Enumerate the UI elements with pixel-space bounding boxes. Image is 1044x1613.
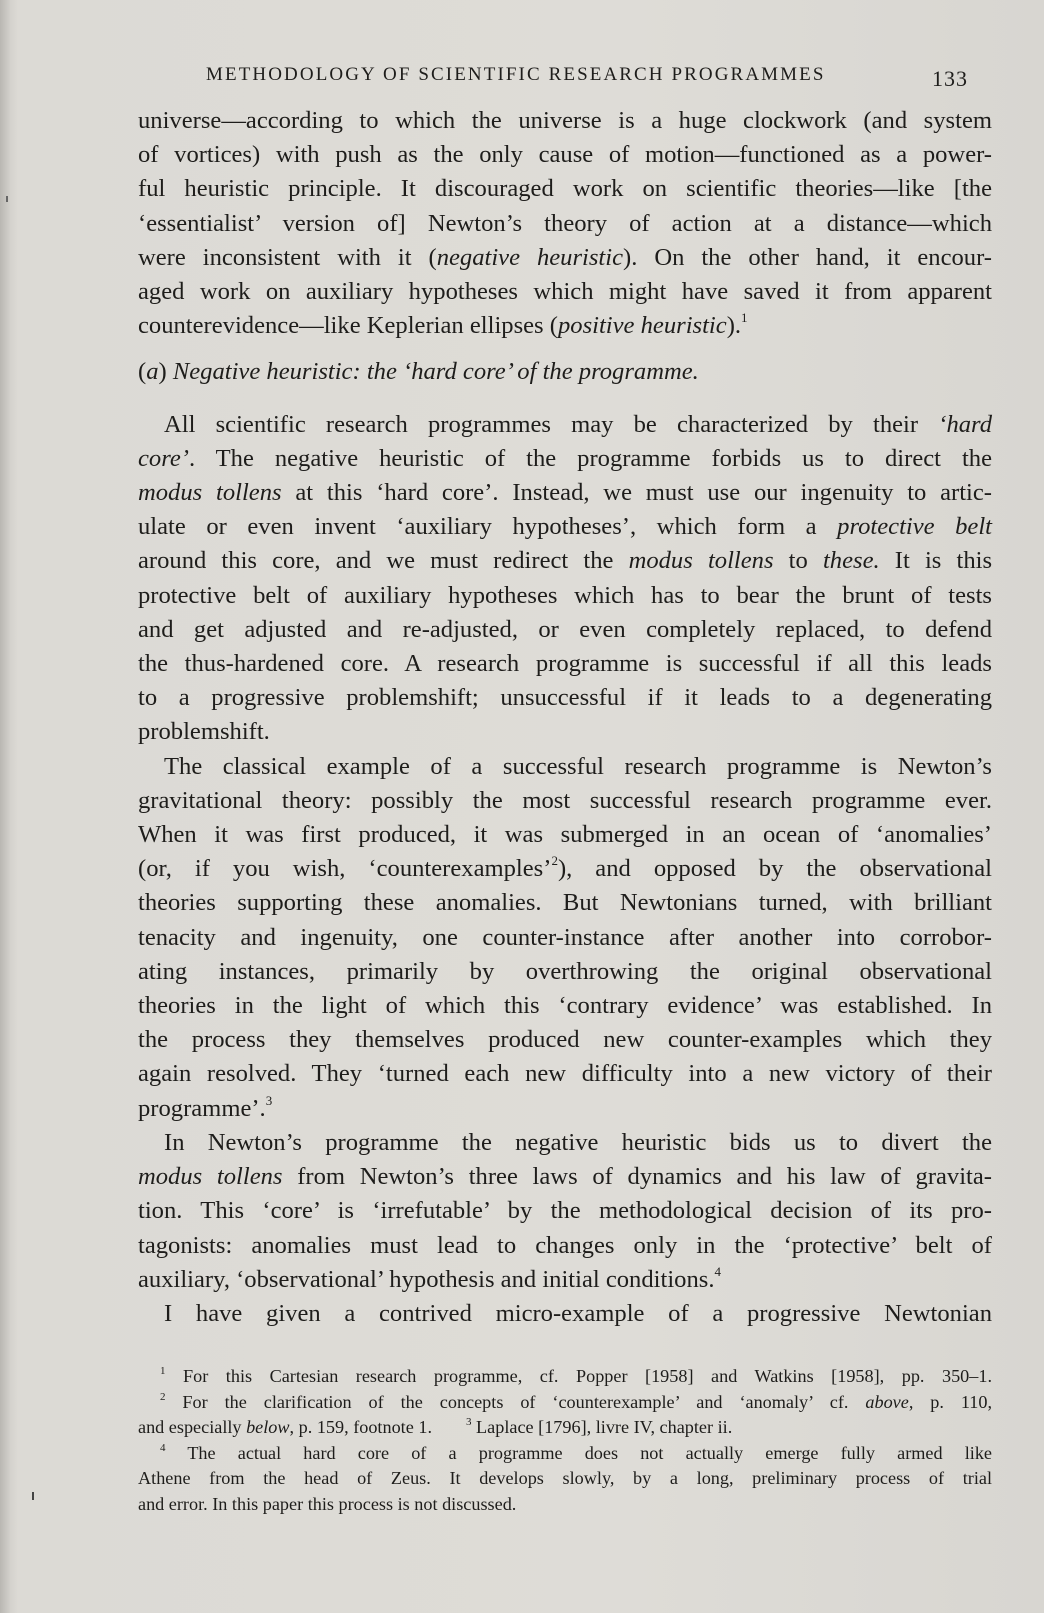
text-line: tagonists: anomalies must lead to changes only in the ‘protective’ belt of bbox=[138, 1231, 992, 1259]
italic-run: above bbox=[865, 1391, 909, 1412]
text-run: It is this bbox=[879, 547, 993, 575]
text-line: When it was first produced, it was submerged in an ocean of ‘anomalies’ bbox=[138, 821, 992, 849]
footnote-ref-4: 4 bbox=[714, 1263, 721, 1279]
paragraph-5 bbox=[138, 1297, 992, 1331]
text-line bbox=[138, 442, 992, 476]
italic-run: ‘hard bbox=[938, 410, 992, 438]
text-run: were inconsistent with it ( bbox=[138, 243, 437, 271]
text-line: the process they themselves produced new counter-examples which they bbox=[138, 1026, 992, 1054]
text-line bbox=[138, 1160, 992, 1194]
text-run: ). On the other hand, it encour- bbox=[623, 243, 992, 271]
text-line bbox=[138, 510, 992, 544]
page-header bbox=[206, 62, 966, 92]
paragraph-2 bbox=[138, 408, 992, 750]
text-line bbox=[138, 1263, 992, 1297]
text-line: gravitational theory: possibly the most successful research programme ever. bbox=[138, 786, 992, 814]
text-line: In Newton’s programme the negative heuristic bids us to divert the bbox=[164, 1128, 992, 1156]
paragraph-3 bbox=[138, 750, 992, 1126]
text-run: from Newton’s three laws of dynamics and his law of gravita- bbox=[282, 1163, 992, 1191]
text-line bbox=[138, 241, 992, 275]
body-text bbox=[138, 104, 992, 1331]
text-line: to a progressive problemshift; unsuccessful if it leads to a degenerating bbox=[138, 684, 992, 712]
text-run: ulate or even invent ‘auxiliary hypotheses’, which form a bbox=[138, 513, 838, 541]
text-line: theories in the light of which this ‘contrary evidence’ was established. In bbox=[138, 992, 992, 1020]
footnote-4-cont: Athene from the head of Zeus. It develops slowly, by a long, preliminary process of trial bbox=[138, 1468, 992, 1489]
footnote-text: For this Cartesian research programme, cf. Popper [1958] and Watkins [1958], pp. 350–1. bbox=[165, 1366, 992, 1386]
footnote-mark: 3 bbox=[466, 1416, 472, 1429]
footnote-ref-1: 1 bbox=[741, 310, 748, 326]
footnote-text: and especially bbox=[138, 1417, 247, 1438]
margin-mark bbox=[6, 196, 8, 202]
text-line bbox=[138, 1092, 992, 1126]
footnote-4 bbox=[138, 1441, 992, 1467]
footnote-text: The actual hard core of a programme does not actually emerge fully armed like bbox=[165, 1442, 992, 1463]
italic-run: core’ bbox=[138, 444, 189, 472]
subheading-paren: ( bbox=[138, 358, 147, 386]
italic-run: below bbox=[246, 1417, 290, 1438]
footnote-text: , p. 159, footnote 1. bbox=[289, 1417, 432, 1438]
italic-run: positive heuristic bbox=[557, 312, 727, 340]
running-head: METHODOLOGY OF SCIENTIFIC RESEARCH PROGRAMMES bbox=[206, 64, 826, 85]
text-run: All scientific research programmes may be characterized by their bbox=[164, 410, 939, 438]
text-run: ), and opposed by the observational bbox=[557, 855, 992, 883]
footnote-3-text: Laplace [1796], livre IV, chapter ii. bbox=[471, 1417, 733, 1438]
italic-run: negative heuristic bbox=[436, 243, 624, 271]
footnote-ref-3: 3 bbox=[265, 1092, 273, 1108]
text-run: programme’. bbox=[138, 1094, 266, 1122]
footnote-mark: 2 bbox=[160, 1390, 166, 1403]
text-line: tenacity and ingenuity, one counter-instance after another into corrobor- bbox=[138, 923, 992, 951]
footnote-4-cont: and error. In this paper this process is not discussed. bbox=[138, 1493, 517, 1514]
text-run: auxiliary, ‘observational’ hypothesis and initial conditions. bbox=[138, 1265, 715, 1293]
text-line: problemshift. bbox=[138, 718, 270, 746]
footnote-text: , p. 110, bbox=[908, 1391, 993, 1412]
footnote-2-cont bbox=[138, 1415, 992, 1441]
paragraph-1 bbox=[138, 104, 992, 343]
footnote-2 bbox=[138, 1390, 992, 1416]
subheading-text: of the programme. bbox=[511, 358, 699, 386]
italic-run: protective belt bbox=[837, 513, 992, 541]
footnote-mark: 1 bbox=[160, 1365, 166, 1377]
text-run: . The negative heuristic of the programme forbids us to direct the bbox=[188, 444, 992, 472]
text-line bbox=[138, 544, 992, 578]
text-line bbox=[138, 408, 992, 442]
text-line: aged work on auxiliary hypotheses which might have saved it from apparent bbox=[138, 278, 992, 306]
text-run: to bbox=[773, 547, 823, 575]
text-line: of vortices) with push as the only cause of motion—functioned as a power- bbox=[138, 141, 992, 169]
italic-run: modus tollens bbox=[628, 547, 774, 575]
text-line: again resolved. They ‘turned each new difficulty into a new victory of their bbox=[138, 1060, 992, 1088]
subheading-text: ‘hard core’ bbox=[403, 358, 512, 386]
text-line: theories supporting these anomalies. But Newtonians turned, with brilliant bbox=[138, 889, 992, 917]
footnotes bbox=[138, 1364, 992, 1518]
italic-run: modus tollens bbox=[138, 479, 282, 507]
text-line: protective belt of auxiliary hypotheses which has to bear the brunt of tests bbox=[138, 581, 992, 609]
text-line: ‘essentialist’ version of] Newton’s theory of action at a distance—which bbox=[138, 209, 992, 237]
page-gutter-shadow bbox=[0, 0, 10, 1613]
text-line: and get adjusted and re-adjusted, or even completely replaced, to defend bbox=[138, 615, 992, 643]
text-line: ful heuristic principle. It discouraged work on scientific theories—like [the bbox=[138, 175, 992, 203]
subheading-paren: ) bbox=[158, 358, 167, 386]
section-subheading bbox=[138, 355, 992, 389]
text-run: ). bbox=[726, 312, 742, 340]
text-line: ating instances, primarily by overthrowing the original observational bbox=[138, 957, 992, 985]
footnote-text: For the clarification of the concepts of ‘counterexample’ and ‘anomaly’ cf. bbox=[165, 1391, 866, 1412]
footnote-ref-2: 2 bbox=[551, 853, 558, 869]
footnote-1 bbox=[138, 1364, 992, 1390]
text-line: I have given a contrived micro-example of a progressive Newtonian bbox=[164, 1299, 992, 1327]
margin-mark bbox=[32, 1492, 34, 1500]
text-line bbox=[138, 476, 992, 510]
italic-run: these. bbox=[822, 547, 880, 575]
italic-run: modus tollens bbox=[138, 1163, 283, 1191]
text-line bbox=[138, 309, 992, 343]
paragraph-4 bbox=[138, 1126, 992, 1297]
text-run: (or, if you wish, ‘counterexamples’ bbox=[138, 855, 552, 883]
subheading-text: Negative heuristic: the bbox=[166, 358, 404, 386]
text-line: The classical example of a successful research programme is Newton’s bbox=[164, 752, 992, 780]
text-line: the thus-hardened core. A research programme is successful if all this leads bbox=[138, 650, 992, 678]
subheading-marker: a bbox=[146, 358, 159, 386]
text-run: around this core, and we must redirect the bbox=[138, 547, 629, 575]
footnote-mark: 4 bbox=[160, 1441, 166, 1454]
text-line bbox=[138, 852, 992, 886]
text-line: universe—according to which the universe is a huge clockwork (and system bbox=[138, 107, 992, 134]
text-line: tion. This ‘core’ is ‘irrefutable’ by the methodological decision of its pro- bbox=[138, 1197, 992, 1225]
text-run: counterevidence—like Keplerian ellipses ( bbox=[138, 312, 558, 340]
text-run: at this ‘hard core’. Instead, we must use our ingenuity to artic- bbox=[281, 479, 992, 507]
page-number: 133 bbox=[932, 66, 968, 91]
